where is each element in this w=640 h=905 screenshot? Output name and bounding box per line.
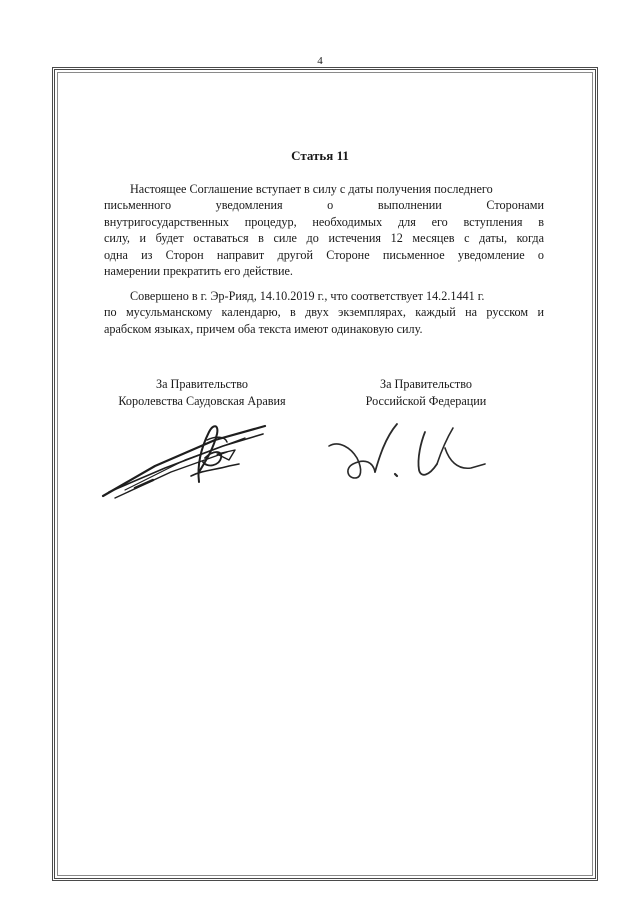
- signatory-label: За Правительство: [379, 377, 473, 391]
- paragraph-line: Настоящее Соглашение вступает в силу с даты получения последнего: [130, 182, 493, 196]
- paragraph-line: намерении прекратить его действие.: [104, 264, 293, 279]
- paragraph-line: Совершено в г. Эр-Рияд, 14.10.2019 г., что соответствует 14.2.1441 г.: [130, 289, 485, 303]
- article-paragraph-1: [104, 181, 544, 279]
- article-title: Статья 11: [291, 148, 349, 163]
- paragraph-line: одна из Сторон направит другой Стороне письменное уведомление о: [104, 247, 544, 262]
- signatory-country: Российской Федерации: [365, 393, 487, 408]
- paragraph-line: по мусульманскому календарю, в двух экземплярах, каждый на русском и: [104, 305, 544, 320]
- article-paragraph-2: [104, 288, 544, 337]
- signatory-country: Королевства Саудовская Аравия: [118, 393, 286, 408]
- signature-russia: [325, 418, 505, 488]
- paragraph-line: силу, и будет оставаться в силе до истечения 12 месяцев с даты, когда: [104, 231, 544, 246]
- paragraph-line: арабском языках, причем оба текста имеют одинаковую силу.: [104, 321, 423, 336]
- page-number: 4: [317, 55, 323, 67]
- signature-saudi-arabia: [95, 410, 275, 510]
- signatory-label: За Правительство: [155, 377, 249, 391]
- signatory-russia: [346, 376, 506, 409]
- paragraph-line: внутригосударственных процедур, необходимых для его вступления в: [104, 214, 544, 229]
- signatory-saudi-arabia: [102, 376, 302, 409]
- paragraph-line: письменного уведомления о выполнении Сторонами: [104, 198, 544, 213]
